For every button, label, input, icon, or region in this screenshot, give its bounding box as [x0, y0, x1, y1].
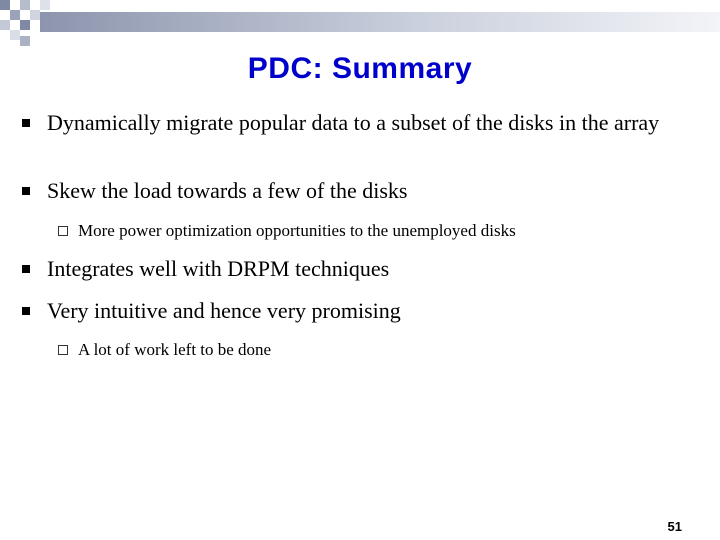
- square-bullet-icon: [22, 187, 30, 195]
- page-number: 51: [667, 519, 682, 534]
- bullet-item: [22, 108, 687, 138]
- sub-bullet-item: [58, 219, 698, 243]
- bullet-text: Very intuitive and hence very promising: [47, 298, 401, 323]
- bullet-item: [22, 176, 687, 206]
- bullet-text: Integrates well with DRPM techniques: [47, 256, 390, 281]
- hollow-square-bullet-icon: [58, 345, 68, 355]
- square-bullet-icon: [22, 119, 30, 127]
- slide-title-text: PDC: Summary: [247, 52, 473, 85]
- bullet-item: [22, 254, 687, 284]
- sub-bullet-text: A lot of work left to be done: [78, 340, 272, 359]
- sub-bullet-text: More power optimization opportunities to the unemployed disks: [78, 221, 516, 240]
- bullet-item: [22, 296, 687, 326]
- sub-bullet-item: [58, 338, 698, 362]
- square-bullet-icon: [22, 265, 30, 273]
- bullet-text: Skew the load towards a few of the disks: [47, 178, 408, 203]
- bullet-text: Dynamically migrate popular data to a subset of the disks in the array: [47, 110, 660, 135]
- hollow-square-bullet-icon: [58, 226, 68, 236]
- square-bullet-icon: [22, 307, 30, 315]
